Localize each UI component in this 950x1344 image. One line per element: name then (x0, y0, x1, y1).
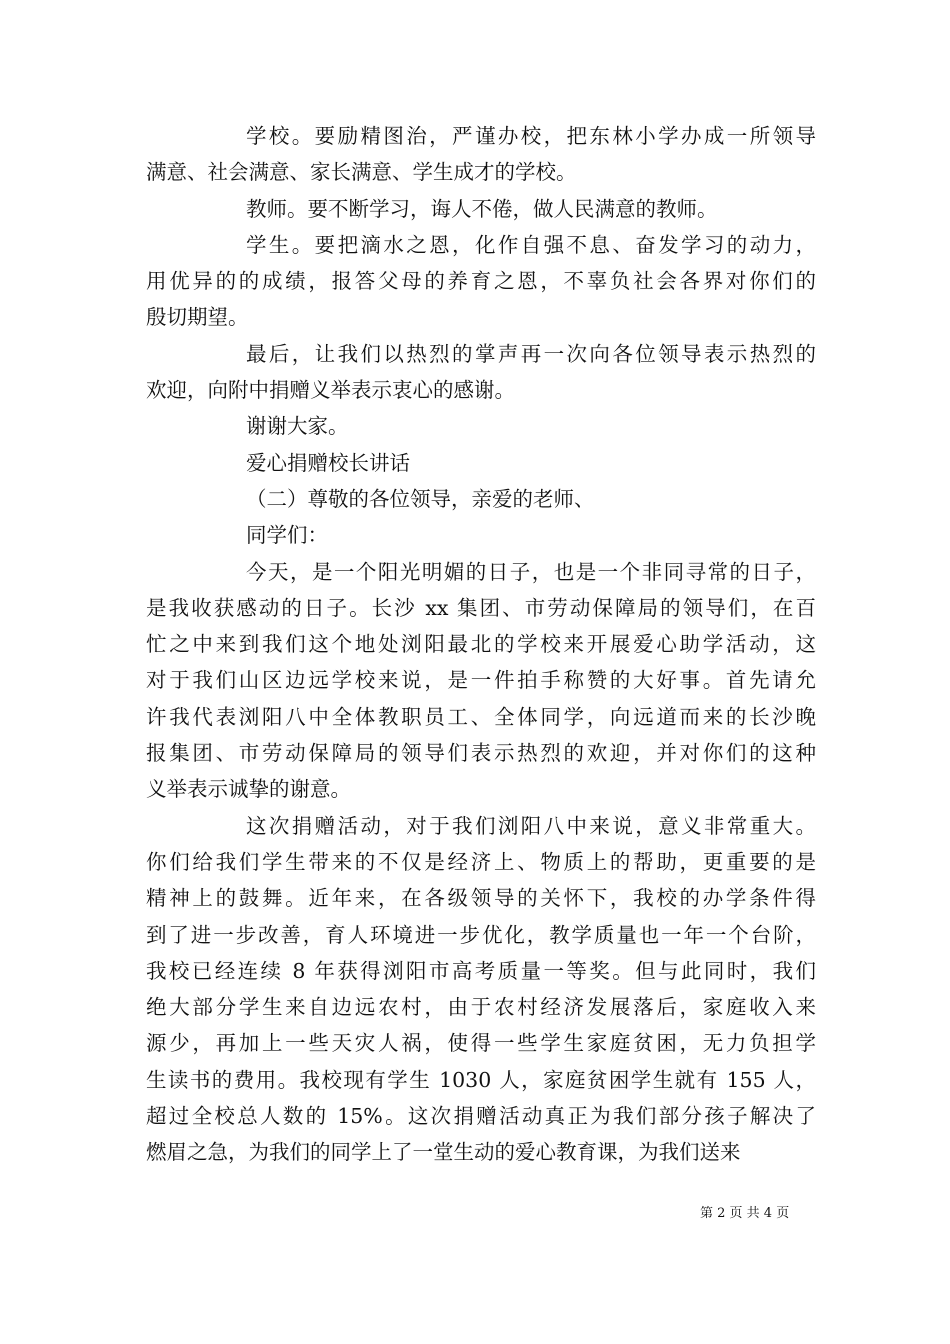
text-line: 教师。要不断学习，诲人不倦，做人民满意的教师。 (246, 196, 718, 221)
text-line: 最后，让我们以热烈的掌声再一次向各位领导表示热烈的 (246, 341, 816, 366)
text-line: 谢谢大家。 (246, 414, 349, 439)
paragraph (146, 227, 816, 336)
paragraph (146, 481, 816, 517)
text-line: 对于我们山区边远学校来说，是一件拍手称赞的大好事。首先请允 (146, 668, 816, 693)
text-line: 许我代表浏阳八中全体教职员工、全体同学，向远道而来的长沙晚 (146, 704, 816, 729)
page-number-footer: 第 2 页 共 4 页 (700, 1206, 790, 1221)
text-line: 欢迎，向附中捐赠义举表示衷心的感谢。 (146, 378, 515, 403)
text-line: 我校已经连续 8 年获得浏阳市高考质量一等奖。但与此同时，我们 (146, 958, 816, 983)
text-line: 义举表示诚挚的谢意。 (146, 777, 351, 802)
text-line: 用优异的的成绩，报答父母的养育之恩，不辜负社会各界对你们的 (146, 269, 816, 294)
text-line: 同学们： (246, 523, 328, 548)
text-line: 学生。要把滴水之恩，化作自强不息、奋发学习的动力， (246, 232, 816, 257)
text-line: 超过全校总人数的 15%。这次捐赠活动真正为我们部分孩子解决了 (146, 1104, 816, 1129)
text-line: （二）尊敬的各位领导，亲爱的老师、 (246, 486, 595, 511)
document-body (146, 118, 816, 1171)
text-line: 是我收获感动的日子。长沙 xx 集团、市劳动保障局的领导们，在百 (146, 595, 816, 620)
text-line: 精神上的鼓舞。近年来，在各级领导的关怀下，我校的办学条件得 (146, 886, 816, 911)
text-line: 到了进一步改善，育人环境进一步优化，教学质量也一年一个台阶， (146, 922, 816, 947)
paragraph (146, 336, 816, 409)
paragraph (146, 445, 816, 481)
text-line: 今天，是一个阳光明媚的日子，也是一个非同寻常的日子， (246, 559, 816, 584)
text-line: 爱心捐赠校长讲话 (246, 450, 410, 475)
text-line: 殷切期望。 (146, 305, 249, 330)
text-line: 这次捐赠活动，对于我们浏阳八中来说，意义非常重大。 (246, 813, 816, 838)
paragraph (146, 118, 816, 191)
text-line: 学校。要励精图治，严谨办校，把东林小学办成一所领导 (246, 124, 816, 148)
text-line: 报集团、市劳动保障局的领导们表示热烈的欢迎，并对你们的这种 (146, 741, 816, 766)
text-line: 满意、社会满意、家长满意、学生成才的学校。 (146, 160, 577, 185)
paragraph (146, 554, 816, 808)
paragraph (146, 808, 816, 1171)
text-line: 生读书的费用。我校现有学生 1030 人，家庭贫困学生就有 155 人， (146, 1067, 816, 1092)
text-line: 源少，再加上一些天灾人祸，使得一些学生家庭贫困，无力负担学 (146, 1031, 816, 1056)
text-line: 忙之中来到我们这个地处浏阳最北的学校来开展爱心助学活动，这 (146, 632, 816, 657)
text-line: 燃眉之急，为我们的同学上了一堂生动的爱心教育课，为我们送来 (146, 1140, 741, 1165)
paragraph (146, 191, 816, 227)
paragraph (146, 408, 816, 444)
text-line: 绝大部分学生来自边远农村，由于农村经济发展落后，家庭收入来 (146, 995, 816, 1020)
text-line: 你们给我们学生带来的不仅是经济上、物质上的帮助，更重要的是 (146, 849, 816, 874)
paragraph (146, 517, 816, 553)
